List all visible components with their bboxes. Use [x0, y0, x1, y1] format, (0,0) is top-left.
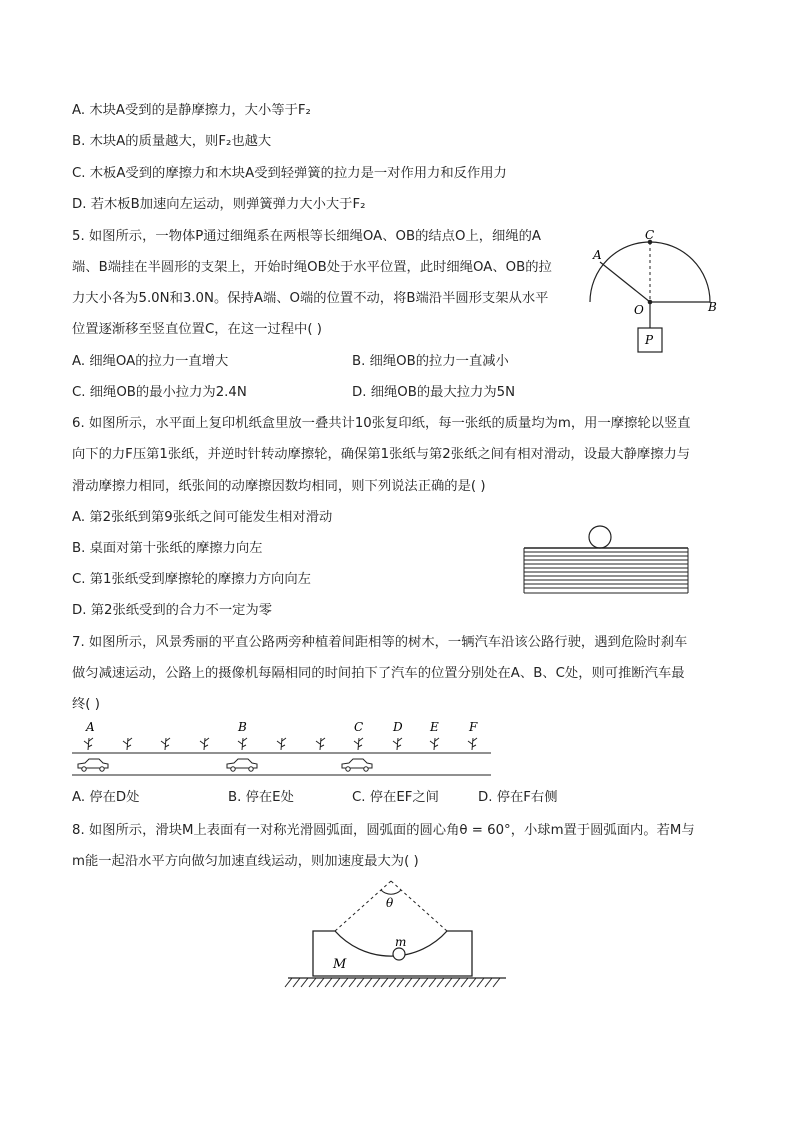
hatch-line — [325, 978, 332, 987]
tree-icon — [354, 738, 363, 750]
angle-arc — [381, 890, 401, 894]
q5-stem-line2: 端、B端挂在半圆形的支架上，开始时绳OB处于水平位置，此时细绳OA、OB的拉 — [72, 260, 552, 275]
ground-hatch — [285, 978, 500, 987]
hatch-line — [477, 978, 484, 987]
hatch-line — [293, 978, 300, 987]
q6-option-a: A. 第2张纸到第9张纸之间可能发生相对滑动 — [72, 510, 333, 525]
hatch-line — [317, 978, 324, 987]
hatch-line — [389, 978, 396, 987]
q5-stem-line1: 5. 如图所示，一物体P通过细绳系在两根等长细绳OA、OB的结点O上，细绳的A — [72, 229, 542, 244]
label-small-m: m — [395, 935, 407, 949]
point-o — [648, 300, 653, 305]
label-theta: θ — [386, 896, 394, 910]
tree-icon — [316, 738, 325, 750]
q6-stem-line2: 向下的力F压第1张纸，并逆时针转动摩擦轮，确保第1张纸与第2张纸之间有相对滑动，设最大静摩擦力与 — [72, 447, 691, 462]
q7-stem-line2: 做匀减速运动，公路上的摄像机每隔相同的时间拍下了汽车的位置分别处在A、B、C处，则可推断汽车最 — [72, 666, 685, 681]
hatch-line — [365, 978, 372, 987]
hatch-line — [309, 978, 316, 987]
tree-icon — [200, 738, 209, 750]
hatch-line — [357, 978, 364, 987]
q6-option-d: D. 第2张纸受到的合力不一定为零 — [72, 603, 273, 618]
hatch-line — [493, 978, 500, 987]
q7-option-b: B. 停在E处 — [228, 790, 294, 805]
road-label-c: C — [354, 720, 364, 734]
hatch-line — [421, 978, 428, 987]
hatch-line — [437, 978, 444, 987]
q4-option-c: C. 木板A受到的摩擦力和木块A受到轻弹簧的拉力是一对作用力和反作用力 — [72, 166, 507, 181]
hatch-line — [397, 978, 404, 987]
roadside-trees — [84, 738, 477, 750]
q5-semicircle-figure — [580, 226, 730, 358]
q4-option-b: B. 木块A的质量越大，则F₂也越大 — [72, 134, 272, 149]
q8-stem-line1: 8. 如图所示，滑块M上表面有一对称光滑圆弧面，圆弧面的圆心角θ = 60°，小球m置于圆弧面内。若M与 — [72, 823, 695, 838]
q5-option-b: B. 细绳OB的拉力一直减小 — [352, 354, 509, 369]
hatch-line — [285, 978, 292, 987]
tree-icon — [123, 738, 132, 750]
q6-stem-line3: 滑动摩擦力相同，纸张间的动摩擦因数均相同，则下列说法正确的是( ) — [72, 479, 486, 494]
hatch-line — [413, 978, 420, 987]
hatch-line — [469, 978, 476, 987]
q7-road-figure — [66, 714, 496, 782]
tree-icon — [161, 738, 170, 750]
hatch-line — [301, 978, 308, 987]
dashed-radius-right — [391, 881, 447, 931]
cars — [78, 759, 372, 771]
q5-option-a: A. 细绳OA的拉力一直增大 — [72, 354, 229, 369]
hatch-line — [341, 978, 348, 987]
hatch-line — [405, 978, 412, 987]
road-label-d: D — [393, 720, 403, 734]
tree-icon — [238, 738, 247, 750]
q7-stem-line1: 7. 如图所示，风景秀丽的平直公路两旁种植着间距相等的树木，一辆汽车沿该公路行驶，遇到危险时刹车 — [72, 635, 688, 650]
tree-icon — [84, 738, 93, 750]
car-icon — [227, 759, 257, 771]
paper-sheets — [524, 548, 688, 593]
q5-option-d: D. 细绳OB的最大拉力为5N — [352, 385, 516, 400]
q8-stem-line2: m能一起沿水平方向做匀加速直线运动，则加速度最大为( ) — [72, 854, 419, 869]
q5-stem-line3: 力大小各为5.0N和3.0N。保持A端、O端的位置不动，将B端沿半圆形支架从水平 — [72, 291, 549, 306]
hatch-line — [349, 978, 356, 987]
tree-icon — [393, 738, 402, 750]
ball-m — [393, 948, 405, 960]
tree-icon — [277, 738, 286, 750]
hatch-line — [429, 978, 436, 987]
road-label-e: E — [430, 720, 439, 734]
label-c: C — [645, 228, 655, 242]
tree-icon — [430, 738, 439, 750]
q6-option-c: C. 第1张纸受到摩擦轮的摩擦力方向向左 — [72, 572, 311, 587]
q7-option-d: D. 停在F右侧 — [478, 790, 558, 805]
hatch-line — [373, 978, 380, 987]
road-label-a: A — [86, 720, 95, 734]
label-a: A — [593, 248, 602, 262]
q6-stem-line1: 6. 如图所示，水平面上复印机纸盒里放一叠共计10张复印纸，每一张纸的质量均为m，用一摩擦轮以竖直 — [72, 416, 691, 431]
hatch-line — [381, 978, 388, 987]
q5-option-c: C. 细绳OB的最小拉力为2.4N — [72, 385, 247, 400]
hatch-line — [453, 978, 460, 987]
label-o: O — [634, 303, 644, 317]
road-label-f: F — [469, 720, 478, 734]
q4-option-d: D. 若木板B加速向左运动，则弹簧弹力大小大于F₂ — [72, 197, 366, 212]
friction-wheel — [589, 526, 611, 548]
hatch-line — [445, 978, 452, 987]
rope-oa — [600, 262, 650, 302]
road-label-b: B — [238, 720, 247, 734]
q4-option-a: A. 木块A受到的是静摩擦力，大小等于F₂ — [72, 103, 311, 118]
q8-block-figure — [282, 874, 512, 992]
label-p: P — [645, 333, 654, 347]
hatch-line — [485, 978, 492, 987]
tree-icon — [468, 738, 477, 750]
q6-paper-stack-figure — [520, 522, 692, 598]
label-b: B — [708, 300, 717, 314]
dashed-radius-left — [335, 881, 391, 931]
q5-stem-line4: 位置逐渐移至竖直位置C，在这一过程中( ) — [72, 322, 322, 337]
hatch-line — [333, 978, 340, 987]
q7-option-c: C. 停在EF之间 — [352, 790, 439, 805]
car-icon — [78, 759, 108, 771]
q6-option-b: B. 桌面对第十张纸的摩擦力向左 — [72, 541, 263, 556]
q7-stem-line3: 终( ) — [72, 697, 100, 712]
q7-option-a: A. 停在D处 — [72, 790, 140, 805]
label-big-m: M — [333, 957, 347, 972]
hatch-line — [461, 978, 468, 987]
car-icon — [342, 759, 372, 771]
